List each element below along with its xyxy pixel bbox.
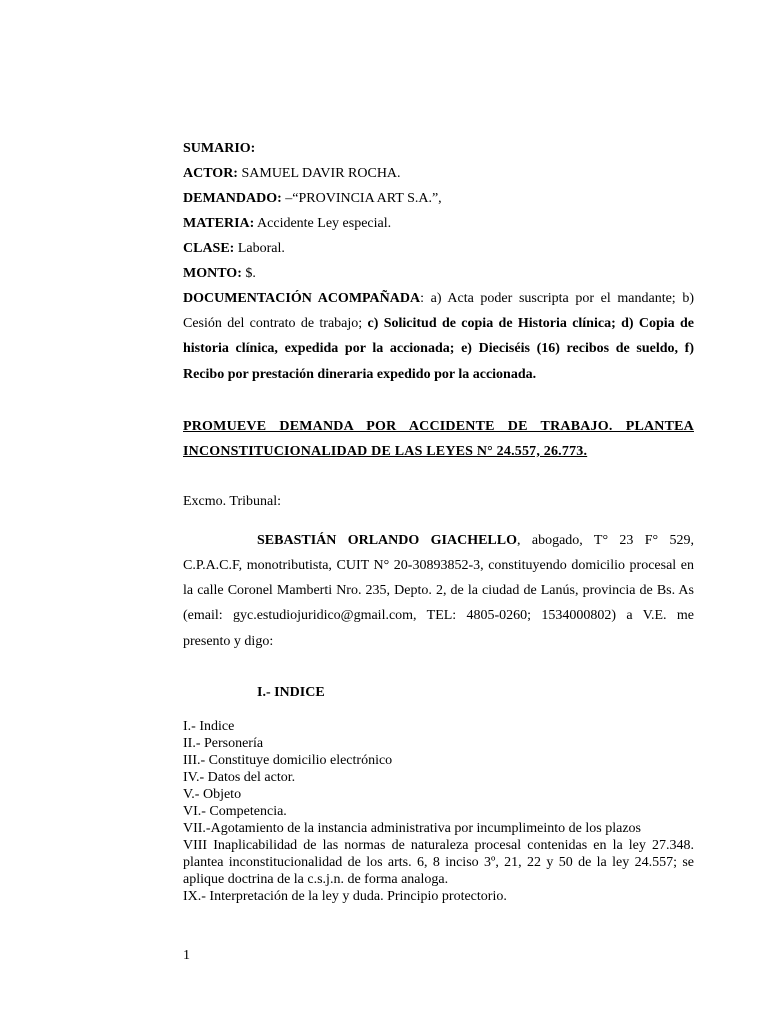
monto-label: MONTO: bbox=[183, 266, 242, 281]
index-item: IV.- Datos del actor. bbox=[183, 769, 296, 785]
demandado-label: DEMANDADO: bbox=[183, 191, 282, 206]
attorney-name: SEBASTIÁN ORLANDO GIACHELLO bbox=[257, 532, 517, 548]
summary-title: SUMARIO: bbox=[183, 141, 256, 156]
index-item: V.- Objeto bbox=[183, 786, 242, 802]
index-item: III.- Constituye domicilio electrónico bbox=[183, 752, 393, 768]
monto-value: $. bbox=[241, 266, 256, 281]
demandado-value: –“PROVINCIA ART S.A.”, bbox=[281, 191, 442, 206]
index-item: II.- Personería bbox=[183, 735, 264, 751]
greeting: Excmo. Tribunal: bbox=[183, 493, 282, 509]
materia-line bbox=[183, 211, 694, 236]
documentation-label: DOCUMENTACIÓN ACOMPAÑADA bbox=[183, 291, 421, 306]
claim-heading: PROMUEVE DEMANDA POR ACCIDENTE DE TRABAJO. PLANTEA INCONSTITUCIONALIDAD DE LAS LEYES N° 24.557, 26.773. bbox=[183, 418, 694, 459]
monto-line bbox=[183, 261, 694, 286]
actor-line bbox=[183, 161, 694, 186]
index-item: VIII Inaplicabilidad de las normas de naturaleza procesal contenidas en la ley 27.348. plantea inconstitucionalidad de los arts. 6, 8 inciso 3º, 21, 22 y 50 de la ley 24.557; se aplique doctrina de la c.s.j.n. de forma analoga. bbox=[183, 837, 694, 887]
clase-line bbox=[183, 236, 694, 261]
page-number: 1 bbox=[183, 948, 190, 963]
actor-label: ACTOR: bbox=[183, 166, 238, 181]
materia-label: MATERIA: bbox=[183, 216, 255, 231]
documentation-paragraph bbox=[183, 286, 694, 387]
clase-label: CLASE: bbox=[183, 241, 235, 256]
index-item: VII.-Agotamiento de la instancia administrativa por incumplimeinto de los plazos bbox=[183, 820, 641, 836]
intro-text: , abogado, T° 23 F° 529, C.P.A.C.F, monotributista, CUIT N° 20-30893852-3, constituyendo domicilio procesal en la calle Coronel Mamberti Nro. 235, Depto. 2, de la ciudad de Lanús, provincia de Bs. As (email: gyc.estudiojuridico@gmail.com, TEL: 4805-0260; 1534000802) a V.E. me presento y digo: bbox=[183, 532, 694, 649]
index-item: VI.- Competencia. bbox=[183, 803, 287, 819]
documentation-text-bold: c) Solicitud de copia de Historia clínica; d) Copia de historia clínica, expedida por la accionada; e) Dieciséis (16) recibos de sueldo, f) Recibo por prestación dineraria expedido por la accionada. bbox=[183, 316, 694, 382]
actor-value: SAMUEL DAVIR ROCHA. bbox=[237, 166, 401, 181]
intro-paragraph bbox=[183, 528, 694, 654]
document-body bbox=[183, 136, 694, 905]
index-list bbox=[183, 718, 694, 905]
index-title: I.- INDICE bbox=[257, 684, 325, 700]
materia-value: Accidente Ley especial. bbox=[254, 216, 392, 231]
demandado-line bbox=[183, 186, 694, 211]
index-item: IX.- Interpretación de la ley y duda. Principio protectorio. bbox=[183, 888, 507, 904]
clase-value: Laboral. bbox=[234, 241, 285, 256]
index-item: I.- Indice bbox=[183, 718, 235, 734]
documentation-text-plain: : a) Acta poder suscripta por el mandante; b) Cesión del contrato de trabajo; bbox=[183, 291, 694, 332]
